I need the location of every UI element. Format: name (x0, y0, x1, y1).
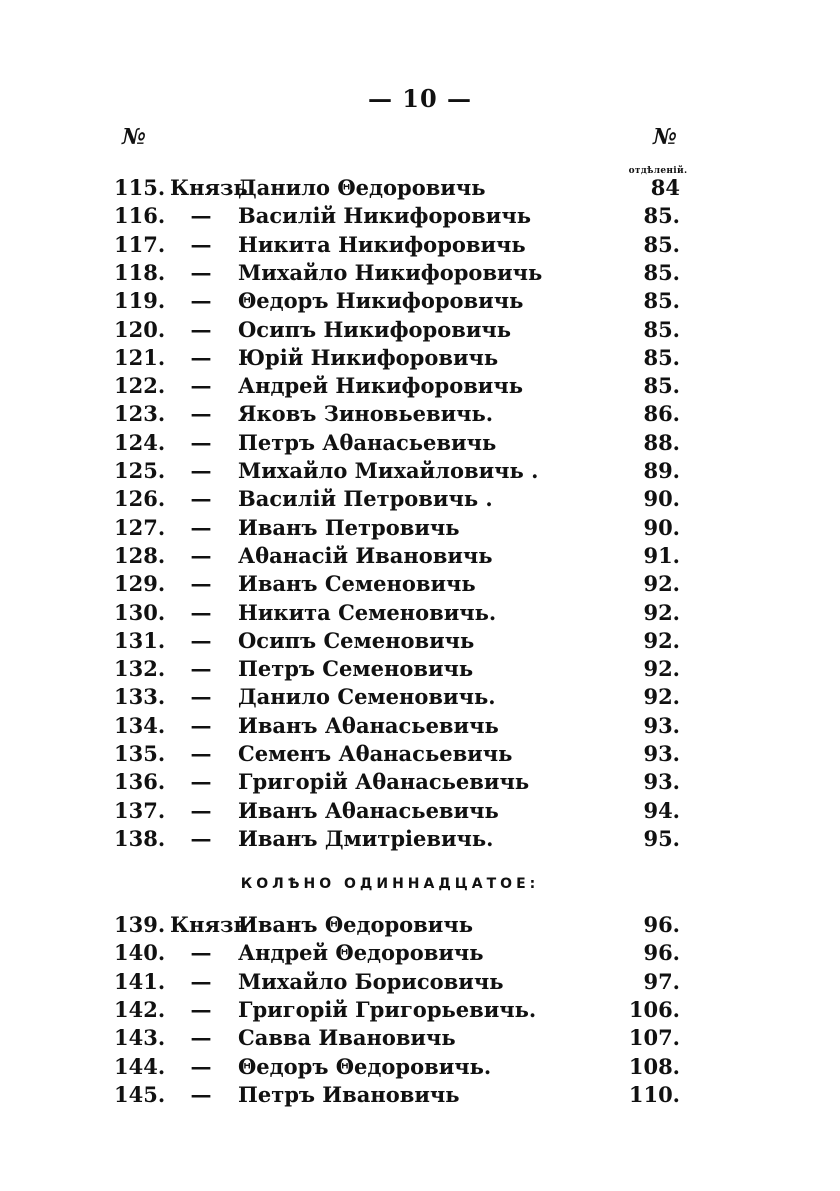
section-title: КОЛѢНО ОДИННАДЦАТОЕ: (240, 876, 540, 892)
entry-section-number: 92. (643, 656, 680, 682)
entry-number: 115. (114, 175, 166, 200)
entry-name: Иванъ Аθанасьевичь (238, 712, 499, 738)
ditto-dash: — (190, 203, 212, 229)
ditto-dash: — (190, 712, 212, 738)
ditto-dash: — (190, 769, 212, 795)
entry-section-number: 92. (643, 571, 680, 597)
list-item (0, 1053, 840, 1081)
entry-number: 118. (114, 259, 166, 285)
entry-number: 124. (114, 429, 166, 455)
entry-section-number: 108. (628, 1053, 680, 1079)
list-item (0, 542, 840, 570)
entry-number: 125. (114, 458, 166, 483)
entry-name: Юрій Никифоровичь (238, 344, 499, 370)
ditto-dash: — (190, 316, 212, 342)
list-item (0, 344, 840, 372)
list-item (0, 797, 840, 825)
entry-number: 137. (114, 797, 166, 823)
entry-section-number: 85. (643, 344, 680, 370)
entry-section-number: 93. (643, 741, 680, 766)
entry-name: Иванъ Петровичь (238, 514, 460, 540)
entry-number: 117. (114, 231, 166, 257)
entry-number: 131. (114, 627, 166, 653)
entry-section-number: 85. (643, 203, 680, 229)
entry-number: 135. (114, 741, 166, 766)
entry-number: 119. (114, 288, 166, 314)
list-item (0, 599, 840, 627)
entry-section-number: 110. (628, 1081, 680, 1107)
entry-name: Василій Петровичь . (238, 486, 493, 512)
ditto-dash: — (190, 940, 212, 966)
entry-name: Семенъ Аθанасьевичь (238, 741, 513, 766)
entry-number: 138. (114, 825, 166, 851)
list-item (0, 485, 840, 513)
entry-number: 130. (114, 599, 166, 625)
entry-section-number: 85. (643, 373, 680, 399)
entry-section-number: 94. (643, 797, 680, 823)
entry-name: Θедоръ Θедоровичь. (238, 1053, 492, 1079)
entry-name: Андрей Θедоровичь (238, 940, 484, 966)
entry-number: 143. (114, 1025, 166, 1051)
list-item (0, 372, 840, 400)
ditto-dash: — (190, 231, 212, 257)
list-item (0, 1024, 840, 1052)
ditto-dash: — (190, 486, 212, 512)
entry-name: Данило Семеновичь. (238, 684, 496, 710)
entry-name: Петръ Аθанасьевичь (238, 429, 497, 455)
entry-section-number: 96. (643, 912, 680, 937)
list-item (0, 655, 840, 683)
section-number-column-label: № (653, 124, 677, 150)
entry-section-number: 97. (643, 968, 680, 994)
entry-section-number: 85. (643, 231, 680, 257)
entry-section-number: 88. (643, 429, 680, 455)
entry-section-number: 106. (628, 996, 680, 1022)
list-item (0, 627, 840, 655)
entry-name: Иванъ Дмитріевичь. (238, 825, 494, 851)
ditto-dash: — (190, 599, 212, 625)
ditto-dash: — (190, 542, 212, 568)
page-number: — 10 — (367, 84, 473, 113)
entry-section-number: 92. (643, 599, 680, 625)
entry-section-number: 85. (643, 288, 680, 314)
list-item (0, 429, 840, 457)
ditto-dash: — (190, 656, 212, 682)
entry-number: 129. (114, 571, 166, 597)
entry-name: Михайло Никифоровичь (238, 259, 543, 285)
list-item (0, 174, 840, 202)
section-number-column-sublabel: отдѣленій. (628, 166, 688, 176)
entry-section-number: 86. (643, 401, 680, 427)
ditto-dash: — (190, 1025, 212, 1051)
entry-name: Яковъ Зиновьевичь. (238, 401, 494, 427)
list-item (0, 683, 840, 711)
entry-title-prefix: Князь (170, 912, 248, 937)
ditto-dash: — (190, 458, 212, 483)
ditto-dash: — (190, 684, 212, 710)
entry-section-number: 85. (643, 316, 680, 342)
entry-section-number: 92. (643, 627, 680, 653)
ditto-dash: — (190, 429, 212, 455)
ditto-dash: — (190, 373, 212, 399)
entry-title-prefix: Князь (170, 175, 248, 200)
list-item (0, 968, 840, 996)
ditto-dash: — (190, 996, 212, 1022)
list-item (0, 768, 840, 796)
entry-name: Данило Θедоровичь (238, 175, 486, 200)
entry-number: 122. (114, 373, 166, 399)
list-item (0, 202, 840, 230)
entry-section-number: 89. (643, 458, 680, 483)
entry-name: Иванъ Аθанасьевичь (238, 797, 499, 823)
entry-section-number: 92. (643, 684, 680, 710)
list-item (0, 911, 840, 939)
entry-section-number: 93. (643, 712, 680, 738)
entry-section-number: 91. (643, 542, 680, 568)
entry-number: 120. (114, 316, 166, 342)
entry-name: Михайло Борисовичь (238, 968, 504, 994)
ditto-dash: — (190, 627, 212, 653)
entry-name: Иванъ Θедоровичь (238, 912, 473, 937)
entry-name: Аθанасій Ивановичь (238, 542, 493, 568)
entry-section-number: 85. (643, 259, 680, 285)
entry-number: 116. (114, 203, 166, 229)
entry-name: Θедоръ Никифоровичь (238, 288, 524, 314)
list-item (0, 400, 840, 428)
ditto-dash: — (190, 1081, 212, 1107)
ditto-dash: — (190, 825, 212, 851)
entry-number: 134. (114, 712, 166, 738)
number-column-label: № (122, 124, 146, 150)
ditto-dash: — (190, 1053, 212, 1079)
entry-section-number: 95. (643, 825, 680, 851)
entry-number: 141. (114, 968, 166, 994)
list-item (0, 287, 840, 315)
ditto-dash: — (190, 259, 212, 285)
entry-name: Андрей Никифоровичь (238, 373, 523, 399)
ditto-dash: — (190, 741, 212, 766)
entry-number: 139. (114, 912, 166, 937)
list-item (0, 570, 840, 598)
ditto-dash: — (190, 797, 212, 823)
entry-name: Григорій Григорьевичь. (238, 996, 537, 1022)
entry-number: 144. (114, 1053, 166, 1079)
entry-section-number: 90. (643, 486, 680, 512)
entry-name: Никита Никифоровичь (238, 231, 526, 257)
ditto-dash: — (190, 571, 212, 597)
ditto-dash: — (190, 288, 212, 314)
entry-name: Осипъ Никифоровичь (238, 316, 512, 342)
entry-number: 132. (114, 656, 166, 682)
list-item (0, 231, 840, 259)
entry-number: 123. (114, 401, 166, 427)
entry-number: 142. (114, 996, 166, 1022)
entry-number: 136. (114, 769, 166, 795)
entry-number: 133. (114, 684, 166, 710)
list-item (0, 712, 840, 740)
entry-name: Петръ Семеновичь (238, 656, 474, 682)
entry-section-number: 96. (643, 940, 680, 966)
entry-name: Савва Ивановичь (238, 1025, 456, 1051)
entry-section-number: 107. (628, 1025, 680, 1051)
entry-name: Никита Семеновичь. (238, 599, 497, 625)
entry-number: 121. (114, 344, 166, 370)
entry-name: Григорій Аθанасьевичь (238, 769, 530, 795)
entry-name: Михайло Михайловичь . (238, 458, 539, 483)
entry-section-number: 93. (643, 769, 680, 795)
ditto-dash: — (190, 514, 212, 540)
entry-name: Осипъ Семеновичь (238, 627, 475, 653)
entry-number: 128. (114, 542, 166, 568)
entry-section-number: 90. (643, 514, 680, 540)
list-item (0, 457, 840, 485)
entry-number: 126. (114, 486, 166, 512)
entry-name: Петръ Ивановичь (238, 1081, 460, 1107)
list-item (0, 740, 840, 768)
ditto-dash: — (190, 968, 212, 994)
entry-number: 140. (114, 940, 166, 966)
entry-name: Василій Никифоровичь (238, 203, 531, 229)
list-item (0, 514, 840, 542)
list-item (0, 259, 840, 287)
list-item (0, 939, 840, 967)
list-item (0, 996, 840, 1024)
entry-number: 145. (114, 1081, 166, 1107)
list-item (0, 825, 840, 853)
list-item (0, 316, 840, 344)
entry-name: Иванъ Семеновичь (238, 571, 476, 597)
list-item (0, 1081, 840, 1109)
ditto-dash: — (190, 344, 212, 370)
ditto-dash: — (190, 401, 212, 427)
entry-section-number: 84 (650, 175, 680, 200)
entry-number: 127. (114, 514, 166, 540)
